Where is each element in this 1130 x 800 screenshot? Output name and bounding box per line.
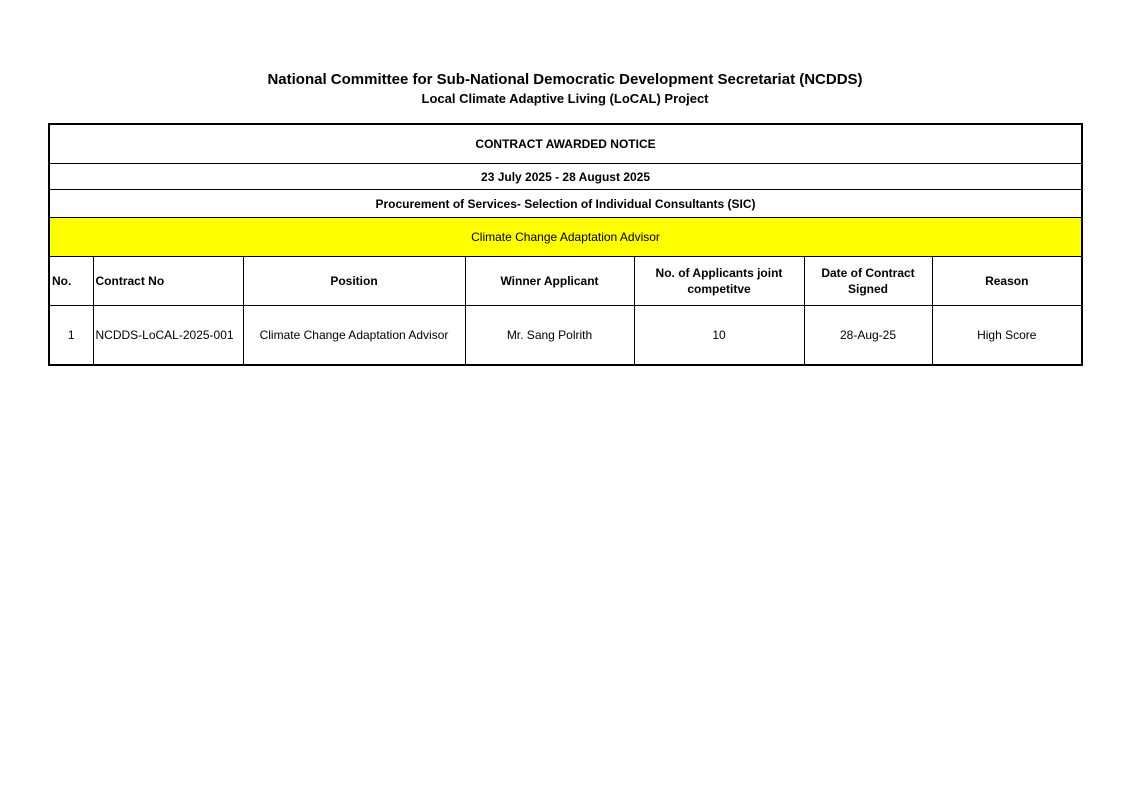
cell-applicants: 10	[634, 306, 804, 366]
procurement-row	[49, 190, 1082, 218]
column-header-applicants: No. of Applicants joint competitve	[634, 257, 804, 306]
column-header-position: Position	[243, 257, 465, 306]
notice-period: 23 July 2025 - 28 August 2025	[49, 164, 1082, 190]
cell-contract-no: NCDDS-LoCAL-2025-001	[93, 306, 243, 366]
cell-winner: Mr. Sang Polrith	[465, 306, 634, 366]
table-header-row	[49, 257, 1082, 306]
column-header-date-signed: Date of Contract Signed	[804, 257, 932, 306]
table-row	[49, 306, 1082, 366]
project-title: Local Climate Adaptive Living (LoCAL) Project	[421, 91, 709, 106]
column-header-no: No.	[49, 257, 93, 306]
cell-reason: High Score	[932, 306, 1082, 366]
contract-award-table	[48, 123, 1083, 366]
cell-position: Climate Change Adaptation Advisor	[243, 306, 465, 366]
column-header-contract-no: Contract No	[93, 257, 243, 306]
column-header-reason: Reason	[932, 257, 1082, 306]
notice-title-row	[49, 124, 1082, 164]
procurement-type: Procurement of Services- Selection of Individual Consultants (SIC)	[49, 190, 1082, 218]
position-banner-row	[49, 218, 1082, 257]
organization-title: National Committee for Sub-National Democratic Development Secretariat (NCDDS)	[267, 71, 863, 88]
position-banner: Climate Change Adaptation Advisor	[49, 218, 1082, 257]
notice-period-row	[49, 164, 1082, 190]
document-header	[0, 70, 1130, 108]
notice-title: CONTRACT AWARDED NOTICE	[49, 124, 1082, 164]
cell-no: 1	[49, 306, 93, 366]
column-header-winner: Winner Applicant	[465, 257, 634, 306]
cell-date-signed: 28-Aug-25	[804, 306, 932, 366]
